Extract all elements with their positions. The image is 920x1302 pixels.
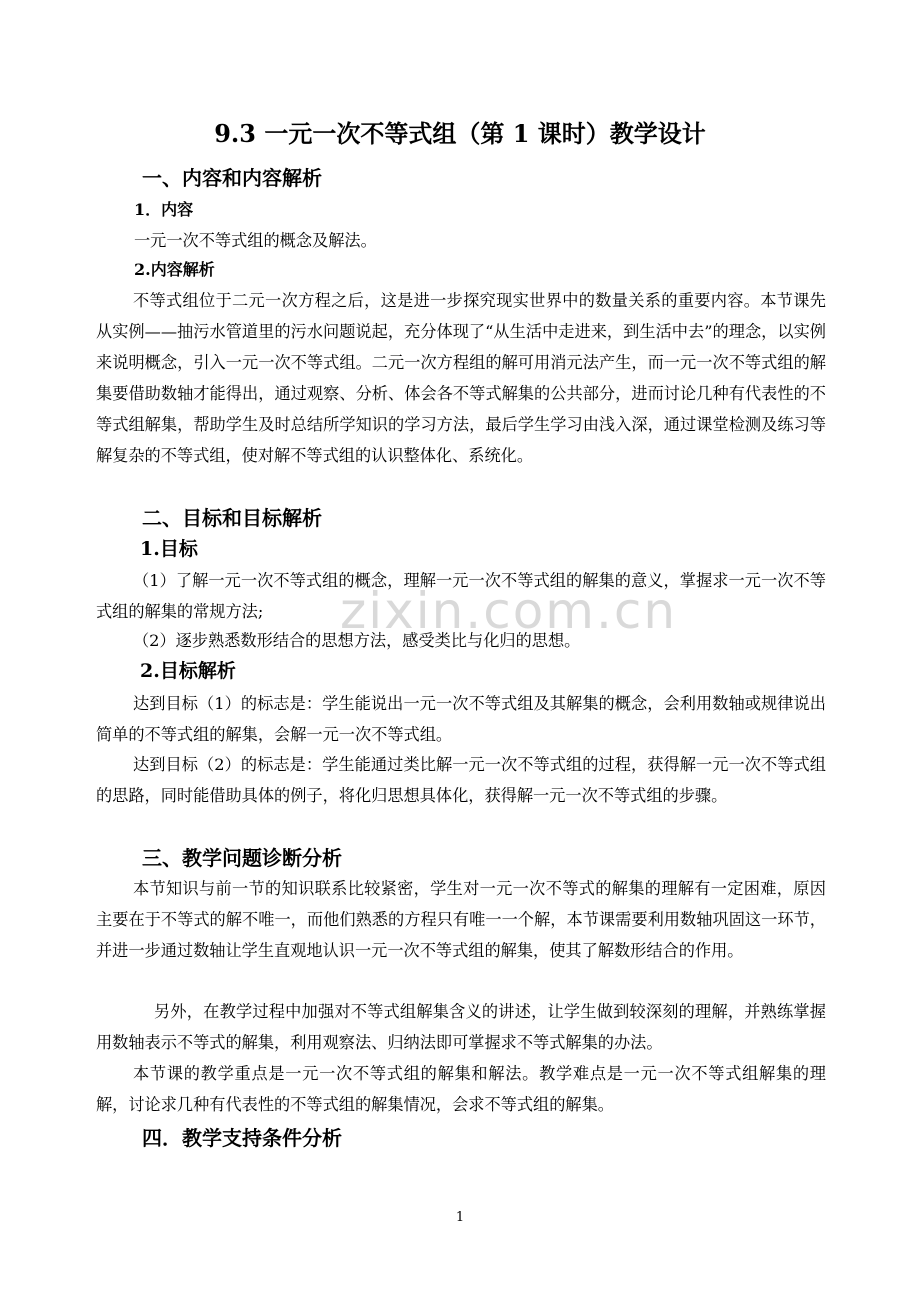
content-text: 一元一次不等式组的概念及解法。 xyxy=(134,231,377,250)
goal-item-1: （1）了解一元一次不等式组的概念，理解一元一次不等式组的解集的意义，掌握求一元一次不等式组的解集的常规方法; xyxy=(96,571,826,621)
section-heading-support: 四．教学支持条件分析 xyxy=(142,1126,342,1150)
subheading-goals: 1.目标 xyxy=(140,538,198,560)
diagnosis-paragraph-2: 另外，在教学过程中加强对不等式组解集含义的讲述，让学生做到较深刻的理解，并熟练掌握用数轴表示不等式的解集，利用观察法、归纳法即可掌握求不等式解集的办法。 xyxy=(96,1002,826,1052)
goal-analysis-paragraph-1: 达到目标（1）的标志是：学生能说出一元一次不等式组及其解集的概念，会利用数轴或规律说出简单的不等式组的解集，会解一元一次不等式组。 xyxy=(96,694,826,744)
diagnosis-paragraph-3: 本节课的教学重点是一元一次不等式组的解集和解法。教学难点是一元一次不等式组解集的理解，讨论求几种有代表性的不等式组的解集情况，会求不等式组的解集。 xyxy=(96,1064,826,1114)
section-heading-diagnosis: 三、教学问题诊断分析 xyxy=(142,846,342,870)
goal-analysis-paragraph-2: 达到目标（2）的标志是：学生能通过类比解一元一次不等式组的过程，获得解一元一次不等式组的思路，同时能借助具体的例子，将化归思想具体化，获得解一元一次不等式组的步骤。 xyxy=(96,755,826,805)
watermark: zixin.com.cn xyxy=(340,582,678,640)
document-title: 9.3 一元一次不等式组（第 1 课时）教学设计 xyxy=(214,119,706,148)
section-heading-goals: 二、目标和目标解析 xyxy=(142,506,322,530)
subheading-content: 1．内容 xyxy=(134,200,194,219)
diagnosis-paragraph-1: 本节知识与前一节的知识联系比较紧密，学生对一元一次不等式的解集的理解有一定困难，原因主要在于不等式的解不唯一，而他们熟悉的方程只有唯一一个解，本节课需要利用数轴巩固这一环节，并进一步通过数轴让学生直观地认识一元一次不等式组的解集，使其了解数形结合的作用。 xyxy=(96,879,826,960)
content-analysis-paragraph: 不等式组位于二元一次方程之后，这是进一步探究现实世界中的数量关系的重要内容。本节课先从实例——抽污水管道里的污水问题说起，充分体现了“从生活中走进来，到生活中去”的理念，以实例来说明概念，引入一元一次不等式组。二元一次方程组的解可用消元法产生，而一元一次不等式组的解集要借助数轴才能得出，通过观察、分析、体会各不等式解集的公共部分，进而讨论几种有代表性的不等式组解集，帮助学生及时总结所学知识的学习方法，最后学生学习由浅入深，通过课堂检测及练习等解复杂的不等式组，使对解不等式组的认识整体化、系统化。 xyxy=(96,291,826,465)
subheading-content-analysis: 2.内容解析 xyxy=(134,260,215,279)
page-number: 1 xyxy=(455,1210,465,1225)
subheading-goal-analysis: 2.目标解析 xyxy=(140,660,236,682)
section-heading-content: 一、内容和内容解析 xyxy=(142,166,322,190)
goal-item-2: （2）逐步熟悉数形结合的思想方法，感受类比与化归的思想。 xyxy=(133,631,581,650)
